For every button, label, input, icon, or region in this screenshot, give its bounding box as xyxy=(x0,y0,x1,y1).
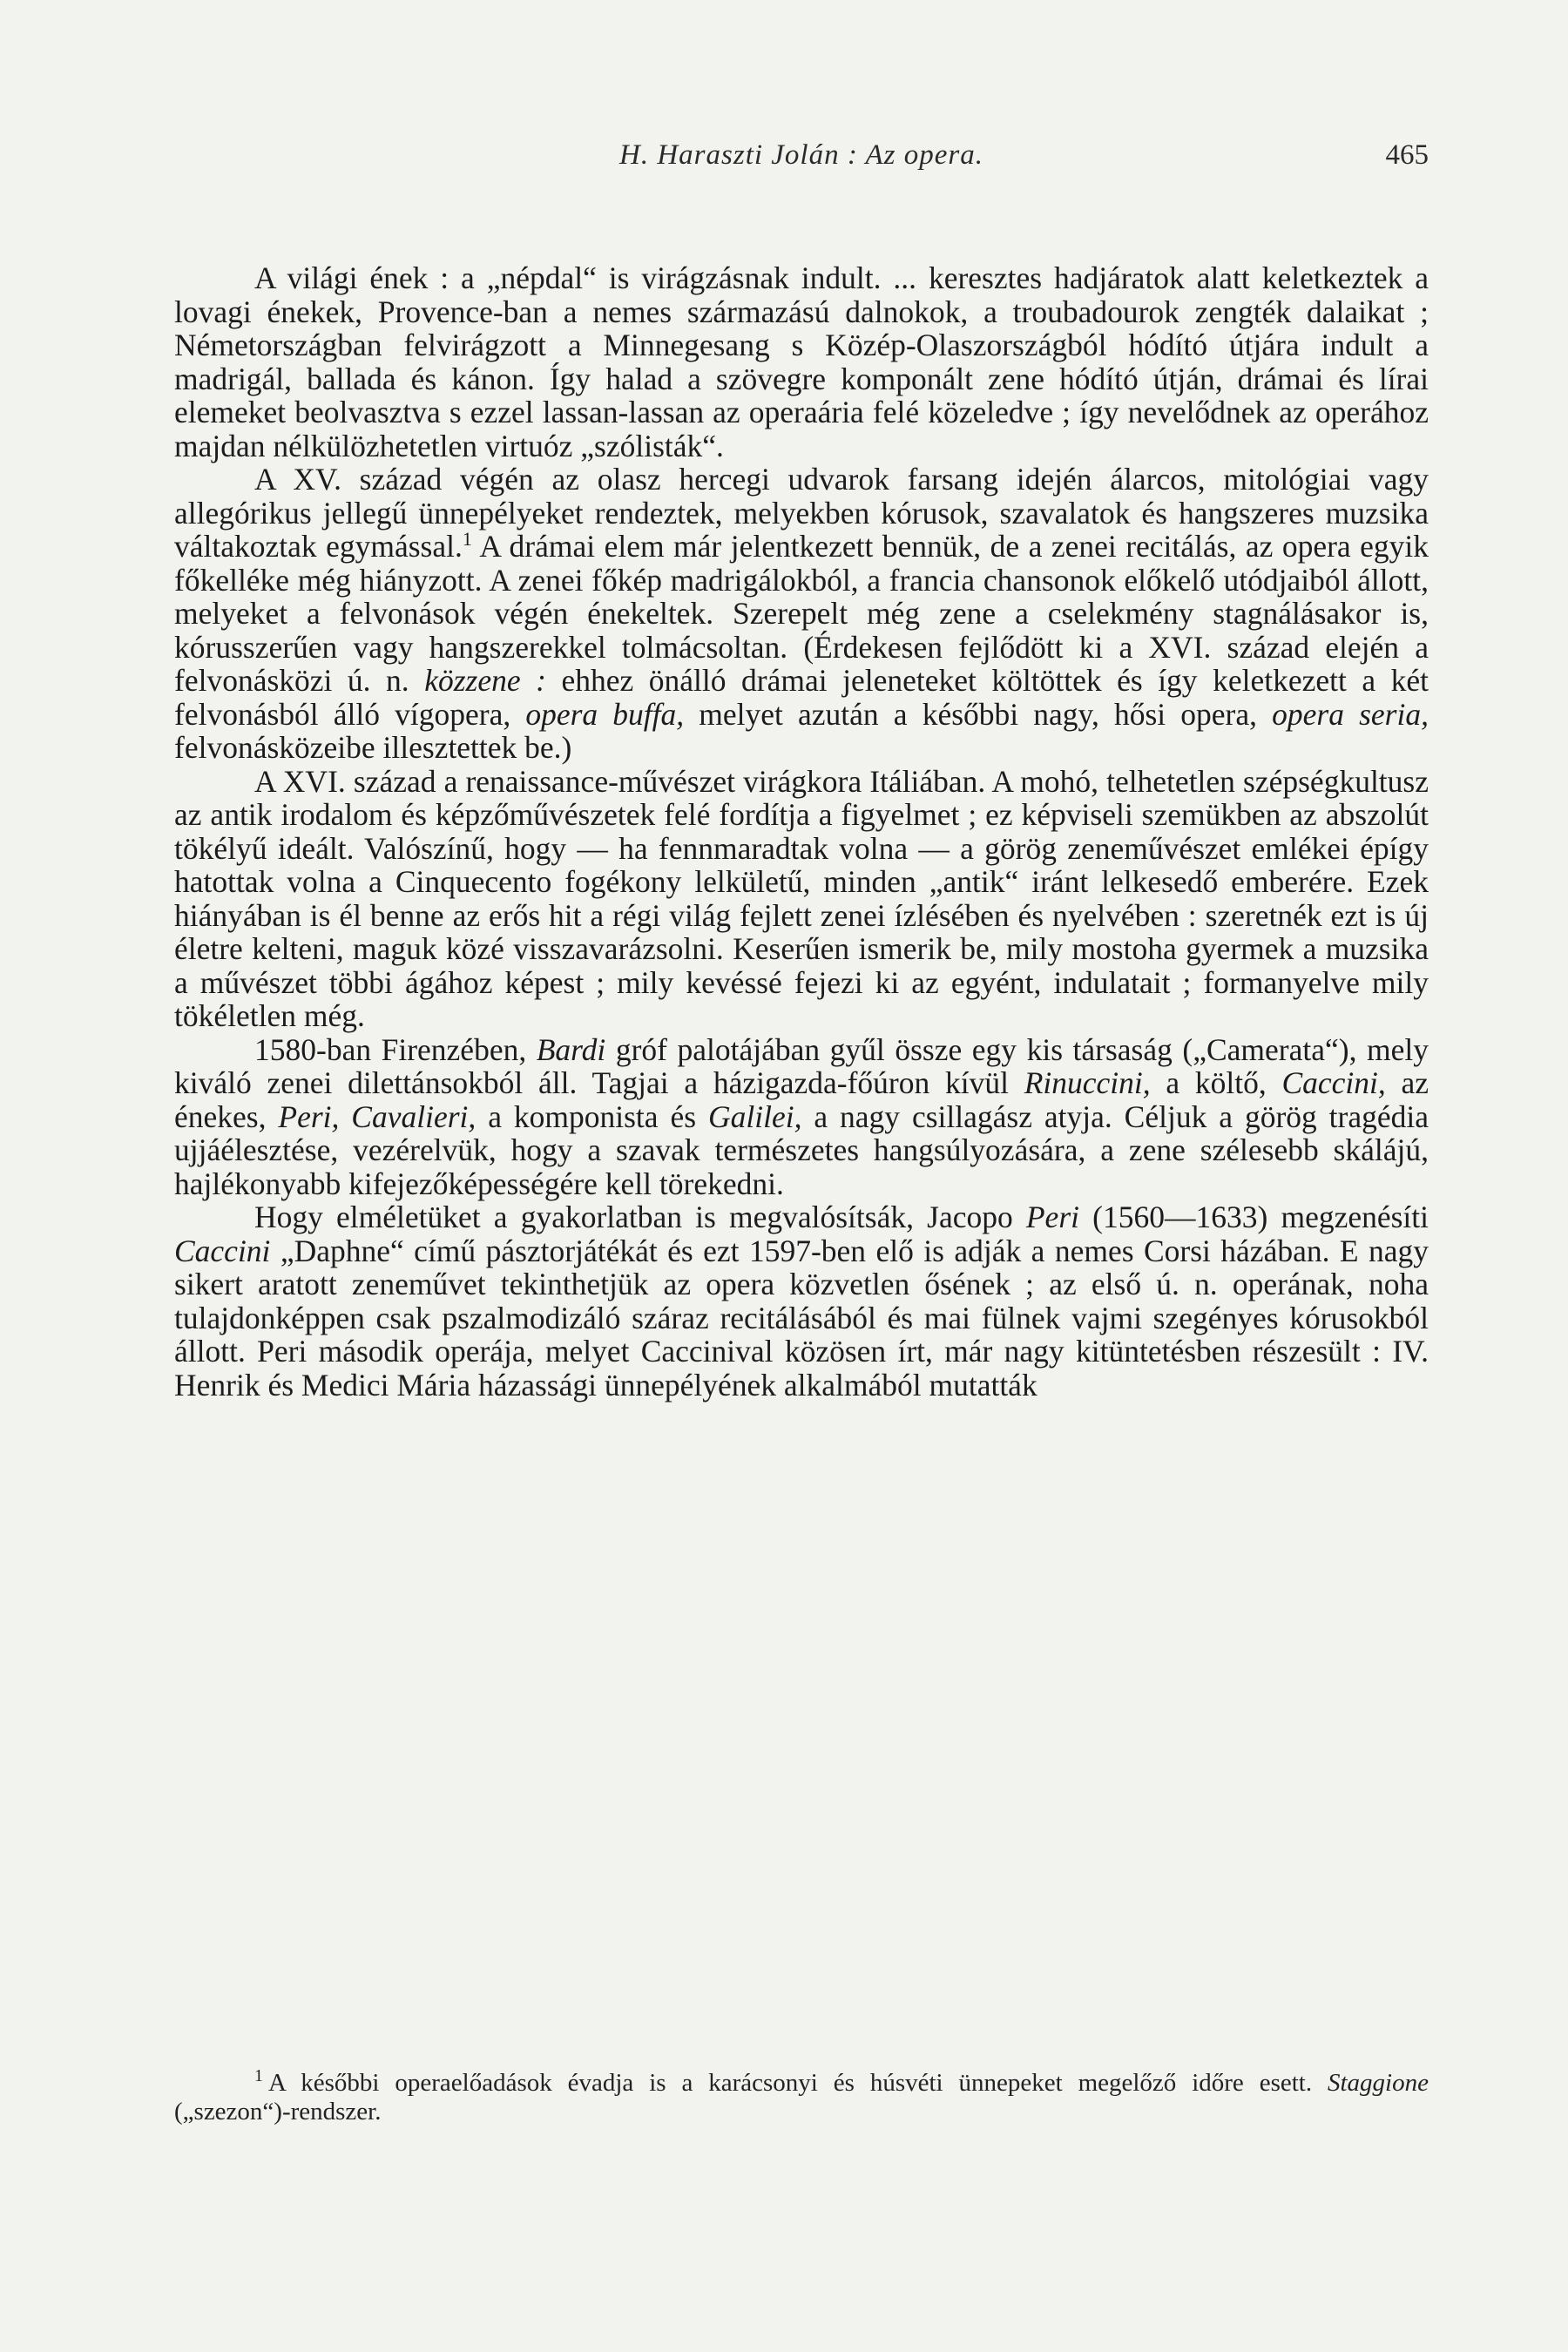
italic-term: közzene : xyxy=(424,663,546,698)
italic-name: Caccini xyxy=(174,1233,271,1268)
text-run: Hogy elméletüket a gyakorlatban is megvalósítsák, Jacopo xyxy=(254,1200,1026,1234)
paragraph-5 xyxy=(174,1200,1429,1402)
text-run: A drámai elem már jelentkezett bennük, de a zenei recitálás, az opera egyik főkelléke még hiányzott. A zenei főkép madrigálokból, a francia chansonok előkelő utódjaiból állott, melyeket a felvonások végén énekeltek. Szerepelt még zene a cselekmény stagnálásakor is, kórusszerűen vagy hangszerekkel tolmácsoltan. (Érdekesen fejlődött ki a XVI. század elején a felvonásközi ú. n. xyxy=(174,529,1429,698)
text-run: a költő, xyxy=(1150,1065,1282,1100)
text-run: melyet azután a későbbi nagy, hősi opera, xyxy=(684,696,1273,732)
footnote-text xyxy=(174,2066,1429,2126)
text-run: ehhez önálló drámai jeleneteket költöttek és így keletkezett a két felvonásból álló vígopera, xyxy=(174,663,1429,732)
italic-term: opera seria, xyxy=(1272,696,1429,732)
text-run: A világi ének : a „népdal“ is virágzásnak indult. ... keresztes hadjáratok alatt keletkeztek a lovagi énekek, Provence-ban a nemes származású dalnokok, a troubadourok zengték dalaikat ; Németországban felvirágzott a Minnegesang s Közép-Olaszországból hódító útjára indult a madrigál, ballada és kánon. Így halad a szövegre komponált zene hódító útján, drámai és lírai elemeket beolvasztva s ezzel lassan-lassan az operaária felé közeledve ; így nevelődnek az operához majdan nélkülözhetetlen virtuóz „szólisták“. xyxy=(174,260,1429,463)
italic-name: Peri, Cavalieri, xyxy=(278,1098,476,1134)
page-header xyxy=(174,139,1429,183)
italic-name: Bardi xyxy=(536,1031,606,1067)
footnote-reference: 1 xyxy=(462,528,472,551)
text-run: A későbbi operaelőadások évadja is a karácsonyi és húsvéti ünnepeket megelőző időre esett. xyxy=(268,2069,1328,2097)
footnote xyxy=(174,2066,1429,2126)
body-text xyxy=(174,261,1429,1402)
text-run: gróf palotájában gyűl össze egy kis társaság („Camerata“), mely kiváló zenei dilettánsokból áll. Tagjai a házigazda-főúron kívül xyxy=(174,1031,1429,1100)
italic-name: Galilei, xyxy=(707,1098,802,1134)
running-title: H. Haraszti Jolán : Az opera. xyxy=(619,139,983,171)
paragraph-3 xyxy=(174,765,1429,1033)
page-number: 465 xyxy=(1385,139,1429,171)
italic-name: Peri xyxy=(1025,1200,1079,1234)
footnote-mark: 1 xyxy=(254,2066,263,2086)
text-run: A XVI. század a renaissance-művészet virágkora Itáliában. A mohó, telhetetlen szépségkultusz az antik irodalom és képzőművészetek felé fordítja a figyelmet ; ez képviseli szemükben az abszolút tökélyű ideált. Valószínű, hogy — ha fennmaradtak volna — a görög zeneművészet emlékei épígy hatottak volna a Cinquecento fogékony lelkületű, minden „antik“ iránt lelkesedő emberére. Ezek hiányában is él benne az erős hit a régi világ fejlett zenei ízlésében és nyelvében : szeretnék ezt is új életre kelteni, maguk közé visszavarázsolni. Keserűen ismerik be, mily mostoha gyermek a muzsika a művészet többi ágához képest ; mily kevéssé fejezi ki az egyént, indulatait ; formanyelve mily tökéletlen még. xyxy=(174,763,1429,1033)
text-run: a nagy csillagász atyja. Céljuk a görög tragédia ujjáélesztése, vezérelvük, hogy a szavak természetes hangsúlyozására, a zene szélesebb skálájú, hajlékonyabb kifejezőképességére kell törekedni. xyxy=(174,1098,1429,1201)
paragraph-4 xyxy=(174,1033,1429,1201)
text-run: A XV. század végén az olasz hercegi udvarok farsang idején álarcos, mitológiai vagy allegórikus jellegű ünnepélyeket rendeztek, melyekben kórusok, szavalatok és hangszeres muzsika váltakoztak egymással. xyxy=(174,462,1429,564)
text-run: a komponista és xyxy=(476,1098,708,1134)
text-run: (1560—1633) megzenésíti xyxy=(1079,1200,1429,1234)
italic-name: Rinuccini, xyxy=(1024,1065,1151,1100)
text-run: „Daphne“ című pásztorjátékát és ezt 1597-ben elő is adják a nemes Corsi házában. E nagy sikert aratott zeneművet tekinthetjük az opera közvetlen ősének ; az első ú. n. operának, noha tulajdonképpen csak pszalmodizáló száraz recitálásából és mai fülnek vajmi szegényes kórusokból állott. Peri második operája, melyet Caccinival közösen írt, már nagy kitüntetésben részesült : IV. Henrik és Medici Mária házassági ünnepélyének alkalmából mutatták xyxy=(174,1233,1429,1402)
paragraph-2 xyxy=(174,463,1429,765)
text-run: 1580-ban Firenzében, xyxy=(254,1031,537,1067)
italic-term: Staggione xyxy=(1328,2069,1429,2097)
paragraph-1 xyxy=(174,261,1429,463)
italic-name: Caccini, xyxy=(1281,1065,1386,1100)
text-run: az énekes, xyxy=(174,1065,1429,1134)
italic-term: opera buffa, xyxy=(525,696,685,732)
text-run: („szezon“)-rendszer. xyxy=(174,2098,382,2126)
text-run: felvonásközeibe illesztettek be.) xyxy=(174,730,572,765)
